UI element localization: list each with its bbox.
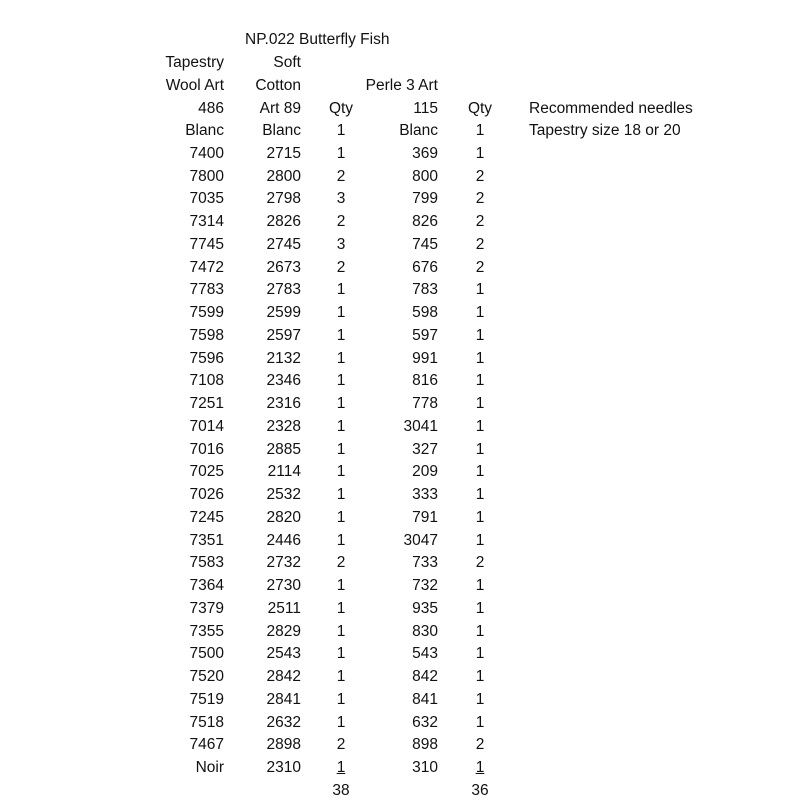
- tapestry-wool-code: 7599: [189, 304, 224, 321]
- tapestry-wool-code: 7379: [189, 599, 224, 617]
- qty-soft-cotton: 1: [336, 645, 346, 663]
- tapestry-wool-code: 7251: [189, 395, 224, 412]
- tapestry-wool-code: 7467: [189, 736, 224, 754]
- qty-soft-cotton: 2: [336, 258, 346, 276]
- qty-soft-cotton: 1: [336, 577, 346, 594]
- header-col4-line: Perle 3 Art: [365, 76, 438, 94]
- soft-cotton-code: Blanc: [262, 122, 301, 139]
- tapestry-wool-code: 7108: [189, 372, 224, 390]
- perle-code: 543: [412, 645, 438, 663]
- qty-perle: 2: [475, 190, 485, 208]
- soft-cotton-code: 2346: [266, 372, 301, 390]
- soft-cotton-code: 2800: [266, 167, 301, 185]
- soft-cotton-code: 2745: [266, 235, 301, 253]
- qty-soft-cotton: 1: [336, 349, 346, 367]
- soft-cotton-code: 2511: [267, 599, 301, 617]
- header-col1-line: 486: [198, 99, 224, 117]
- qty-perle: 1: [475, 531, 485, 549]
- tapestry-wool-code: 7025: [189, 463, 224, 481]
- soft-cotton-code: 2532: [266, 486, 301, 503]
- header-col1-line: Tapestry: [165, 54, 224, 71]
- qty-soft-cotton: 3: [336, 190, 346, 208]
- perle-code: 676: [412, 258, 438, 276]
- tapestry-wool-code: 7472: [189, 258, 224, 276]
- qty-perle: 1: [475, 508, 485, 526]
- qty-perle: 1: [475, 668, 485, 685]
- perle-code: 778: [412, 395, 438, 412]
- qty-perle: 1: [475, 281, 485, 299]
- tapestry-wool-code: 7745: [189, 235, 224, 253]
- qty-perle: 1: [475, 440, 485, 458]
- perle-code: 816: [412, 372, 438, 390]
- tapestry-wool-code: 7596: [189, 349, 224, 367]
- tapestry-wool-code: 7035: [189, 190, 224, 208]
- qty-soft-cotton: 1: [336, 486, 346, 503]
- perle-code: 842: [412, 668, 438, 685]
- qty-soft-cotton: 1: [336, 690, 346, 708]
- tapestry-wool-code: 7583: [189, 554, 224, 572]
- soft-cotton-code: 2841: [266, 690, 301, 708]
- perle-code: 745: [412, 235, 438, 253]
- qty-total-perle: 36: [471, 781, 489, 799]
- qty-perle: 1: [475, 372, 485, 390]
- perle-code: 209: [412, 463, 438, 481]
- qty-soft-cotton: 1: [336, 372, 346, 390]
- qty-soft-cotton: 2: [336, 167, 346, 185]
- soft-cotton-code: 2597: [266, 326, 301, 344]
- qty-perle: 1: [475, 417, 485, 435]
- tapestry-wool-code: Blanc: [185, 122, 224, 139]
- header-col1-line: Wool Art: [165, 76, 224, 94]
- perle-code: 898: [412, 736, 438, 754]
- tapestry-wool-code: 7520: [189, 668, 224, 685]
- soft-cotton-code: 2898: [266, 736, 301, 754]
- qty-soft-cotton: 1: [336, 463, 346, 481]
- pattern-title: NP.022 Butterfly Fish: [245, 31, 390, 48]
- qty-perle: 1: [475, 759, 485, 776]
- soft-cotton-code: 2820: [266, 508, 301, 526]
- soft-cotton-code: 2783: [266, 281, 301, 299]
- qty-soft-cotton: 1: [336, 508, 346, 526]
- notes-text: Tapestry size 18 or 20: [529, 122, 681, 140]
- tapestry-wool-code: 7783: [189, 281, 224, 299]
- header-col4-line: 115: [413, 99, 438, 117]
- soft-cotton-code: 2316: [266, 395, 301, 412]
- qty-perle: 2: [475, 213, 485, 230]
- soft-cotton-code: 2132: [266, 349, 301, 367]
- qty-perle: 1: [475, 122, 485, 139]
- tapestry-wool-code: Noir: [195, 759, 224, 776]
- tapestry-wool-code: 7598: [189, 326, 224, 344]
- soft-cotton-code: 2543: [266, 645, 301, 663]
- tapestry-wool-code: 7400: [189, 144, 224, 162]
- qty-soft-cotton: 1: [336, 395, 346, 412]
- qty-soft-cotton: 1: [336, 713, 346, 731]
- qty-soft-cotton: 1: [336, 622, 346, 640]
- perle-code: 3041: [403, 417, 438, 435]
- qty-soft-cotton: 2: [336, 213, 346, 230]
- qty-soft-cotton: 1: [336, 144, 346, 162]
- soft-cotton-code: 2798: [266, 190, 301, 208]
- soft-cotton-code: 2829: [266, 622, 301, 640]
- perle-code: 732: [412, 577, 438, 594]
- qty-perle: 1: [475, 622, 485, 640]
- perle-code: 310: [412, 759, 438, 776]
- perle-code: 826: [412, 213, 438, 230]
- qty-perle: 1: [475, 463, 485, 481]
- qty-soft-cotton: 2: [336, 554, 346, 572]
- qty-perle: 1: [475, 326, 485, 344]
- perle-code: 991: [412, 349, 438, 367]
- perle-code: 935: [412, 599, 438, 617]
- perle-code: 791: [412, 508, 438, 526]
- soft-cotton-code: 2446: [266, 531, 301, 549]
- qty-soft-cotton: 1: [336, 759, 346, 776]
- soft-cotton-code: 2715: [266, 144, 301, 162]
- qty-perle: 2: [475, 736, 485, 754]
- tapestry-wool-code: 7016: [189, 440, 224, 458]
- qty-perle: 1: [475, 395, 485, 412]
- perle-code: 333: [412, 486, 438, 503]
- header-col3-line: Qty: [328, 99, 354, 117]
- qty-soft-cotton: 1: [336, 531, 346, 549]
- tapestry-wool-code: 7351: [189, 531, 224, 549]
- qty-perle: 2: [475, 167, 485, 185]
- qty-soft-cotton: 1: [336, 668, 346, 685]
- perle-code: 783: [412, 281, 438, 299]
- soft-cotton-code: 2632: [266, 713, 301, 731]
- soft-cotton-code: 2730: [266, 577, 301, 594]
- perle-code: 841: [412, 690, 438, 708]
- tapestry-wool-code: 7014: [189, 417, 224, 435]
- qty-soft-cotton: 1: [336, 417, 346, 435]
- perle-code: 733: [412, 554, 438, 572]
- soft-cotton-code: 2885: [266, 440, 301, 458]
- qty-soft-cotton: 1: [336, 326, 346, 344]
- tapestry-wool-code: 7355: [189, 622, 224, 640]
- qty-soft-cotton: 1: [336, 281, 346, 299]
- qty-soft-cotton: 2: [336, 736, 346, 754]
- header-col2-line: Cotton: [255, 76, 301, 94]
- qty-soft-cotton: 1: [336, 122, 346, 139]
- perle-code: 369: [412, 144, 438, 162]
- perle-code: Blanc: [399, 122, 438, 139]
- qty-perle: 1: [475, 599, 485, 617]
- tapestry-wool-code: 7800: [189, 167, 224, 185]
- qty-perle: 1: [475, 144, 485, 162]
- tapestry-wool-code: 7364: [189, 577, 224, 594]
- perle-code: 799: [412, 190, 438, 208]
- perle-code: 800: [412, 167, 438, 185]
- tapestry-wool-code: 7026: [189, 486, 224, 503]
- soft-cotton-code: 2114: [267, 463, 301, 481]
- qty-soft-cotton: 3: [336, 235, 346, 253]
- tapestry-wool-code: 7519: [189, 690, 224, 708]
- qty-perle: 1: [475, 713, 485, 731]
- qty-perle: 1: [475, 304, 485, 321]
- perle-code: 3047: [403, 531, 438, 549]
- qty-perle: 2: [475, 235, 485, 253]
- qty-perle: 1: [475, 486, 485, 503]
- qty-soft-cotton: 1: [336, 599, 346, 617]
- soft-cotton-code: 2673: [266, 258, 301, 276]
- qty-total-soft-cotton: 38: [332, 781, 350, 799]
- header-col2-line: Art 89: [259, 99, 301, 117]
- qty-perle: 2: [475, 258, 485, 276]
- qty-perle: 1: [475, 690, 485, 708]
- soft-cotton-code: 2310: [266, 759, 301, 776]
- soft-cotton-code: 2328: [266, 417, 301, 435]
- tapestry-wool-code: 7314: [189, 213, 224, 230]
- perle-code: 598: [412, 304, 438, 321]
- qty-soft-cotton: 1: [336, 304, 346, 321]
- qty-soft-cotton: 1: [336, 440, 346, 458]
- soft-cotton-code: 2842: [266, 668, 301, 685]
- tapestry-wool-code: 7500: [189, 645, 224, 663]
- qty-perle: 1: [475, 349, 485, 367]
- header-col5-line: Qty: [467, 99, 493, 117]
- tapestry-wool-code: 7518: [189, 713, 224, 731]
- tapestry-wool-code: 7245: [189, 508, 224, 526]
- qty-perle: 1: [475, 577, 485, 594]
- perle-code: 632: [412, 713, 438, 731]
- perle-code: 597: [412, 326, 438, 344]
- soft-cotton-code: 2826: [266, 213, 301, 230]
- soft-cotton-code: 2599: [266, 304, 301, 321]
- notes-heading: Recommended needles: [529, 99, 693, 117]
- perle-code: 830: [412, 622, 438, 640]
- qty-perle: 2: [475, 554, 485, 572]
- header-col2-line: Soft: [273, 54, 301, 71]
- soft-cotton-code: 2732: [266, 554, 301, 572]
- qty-perle: 1: [475, 645, 485, 663]
- perle-code: 327: [412, 440, 438, 458]
